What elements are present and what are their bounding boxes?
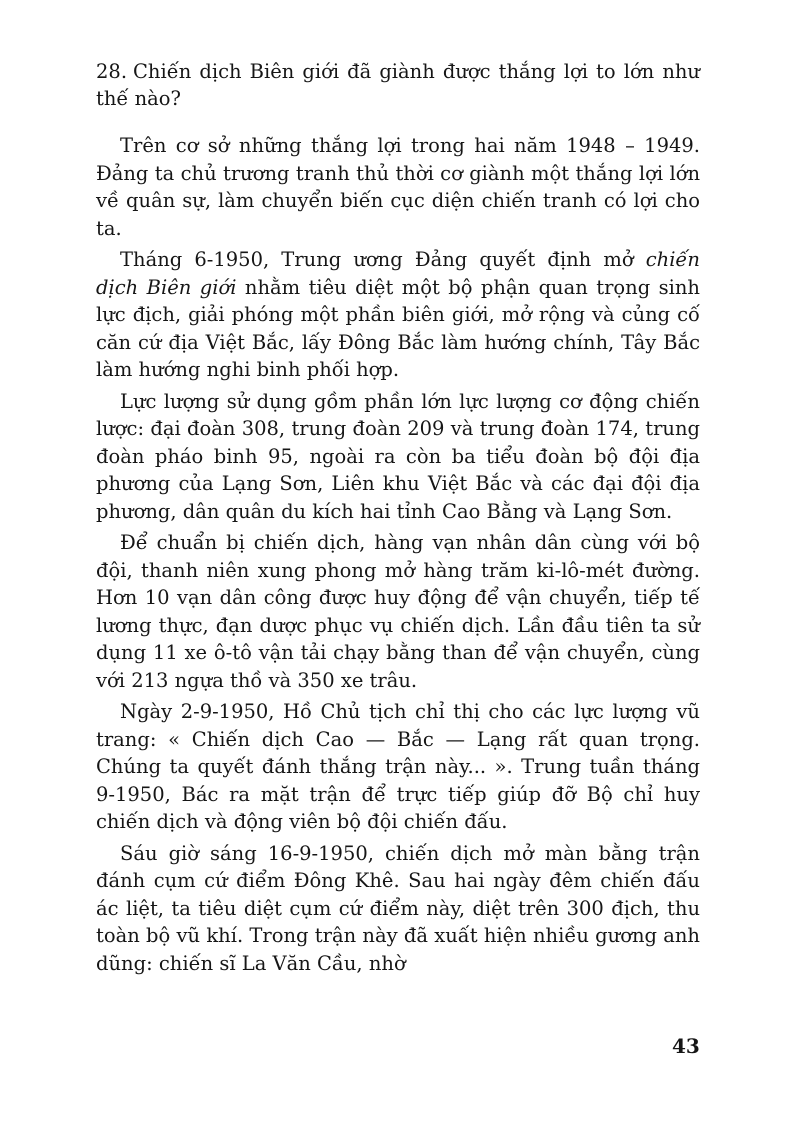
paragraph-4: Để chuẩn bị chiến dịch, hàng vạn nhân dân cùng với bộ đội, thanh niên xung phong mở hàng trăm ki-lô-mét đường. Hơn 10 vạn dân công được huy động để vận chuyển, tiếp tế lương thực, đạn dược phục vụ chiến dịch. Lần đầu tiên ta sử dụng 11 xe ô-tô vận tải chạy bằng than để vận chuyển, cùng với 213 ngựa thồ và 350 xe trâu. (96, 531, 700, 692)
paragraph-5: Ngày 2-9-1950, Hồ Chủ tịch chỉ thị cho các lực lượng vũ trang: « Chiến dịch Cao — Bắc — Lạng rất quan trọng. Chúng ta quyết đánh thắng trận này... ». Trung tuần tháng 9-1950, Bác ra mặt trận để trực tiếp giúp đỡ Bộ chỉ huy chiến dịch và động viên bộ đội chiến đấu. (96, 700, 700, 833)
paragraph-2-text-after: nhằm tiêu diệt một bộ phận quan trọng sinh lực địch, giải phóng một phần biên giới, mở rộng và củng cố căn cứ địa Việt Bắc, lấy Đông Bắc làm hướng chính, Tây Bắc làm hướng nghi binh phối hợp. (96, 275, 700, 381)
page-number: 43 (672, 1034, 700, 1058)
document-page (96, 58, 700, 981)
question-number: 28. (96, 60, 128, 83)
paragraph-2 (96, 246, 700, 384)
question-heading (96, 58, 700, 112)
paragraph-6: Sáu giờ sáng 16-9-1950, chiến dịch mở màn bằng trận đánh cụm cứ điểm Đông Khê. Sau hai ngày đêm chiến đấu ác liệt, ta tiêu diệt cụm cứ điểm này, diệt trên 300 địch, thu toàn bộ vũ khí. Trong trận này đã xuất hiện nhiều gương anh dũng: chiến sĩ La Văn Cầu, nhờ (96, 841, 700, 975)
paragraph-3: Lực lượng sử dụng gồm phần lớn lực lượng cơ động chiến lược: đại đoàn 308, trung đoàn 209 và trung đoàn 174, trung đoàn pháo binh 95, ngoài ra còn ba tiểu đoàn bộ đội địa phương của Lạng Sơn, Liên khu Việt Bắc và các đại đội địa phương, dân quân du kích hai tỉnh Cao Bằng và Lạng Sơn. (96, 389, 700, 523)
paragraph-1: Trên cơ sở những thắng lợi trong hai năm 1948 – 1949. Đảng ta chủ trương tranh thủ thời cơ giành một thắng lợi lớn về quân sự, làm chuyển biến cục diện chiến tranh có lợi cho ta. (96, 134, 700, 240)
paragraph-2-text-before: Tháng 6-1950, Trung ương Đảng quyết định mở (120, 248, 646, 271)
campaign-name-italic: chiến dịch Biên giới (96, 248, 700, 299)
question-text: Chiến dịch Biên giới đã giành được thắng lợi to lớn như thế nào? (96, 60, 700, 110)
